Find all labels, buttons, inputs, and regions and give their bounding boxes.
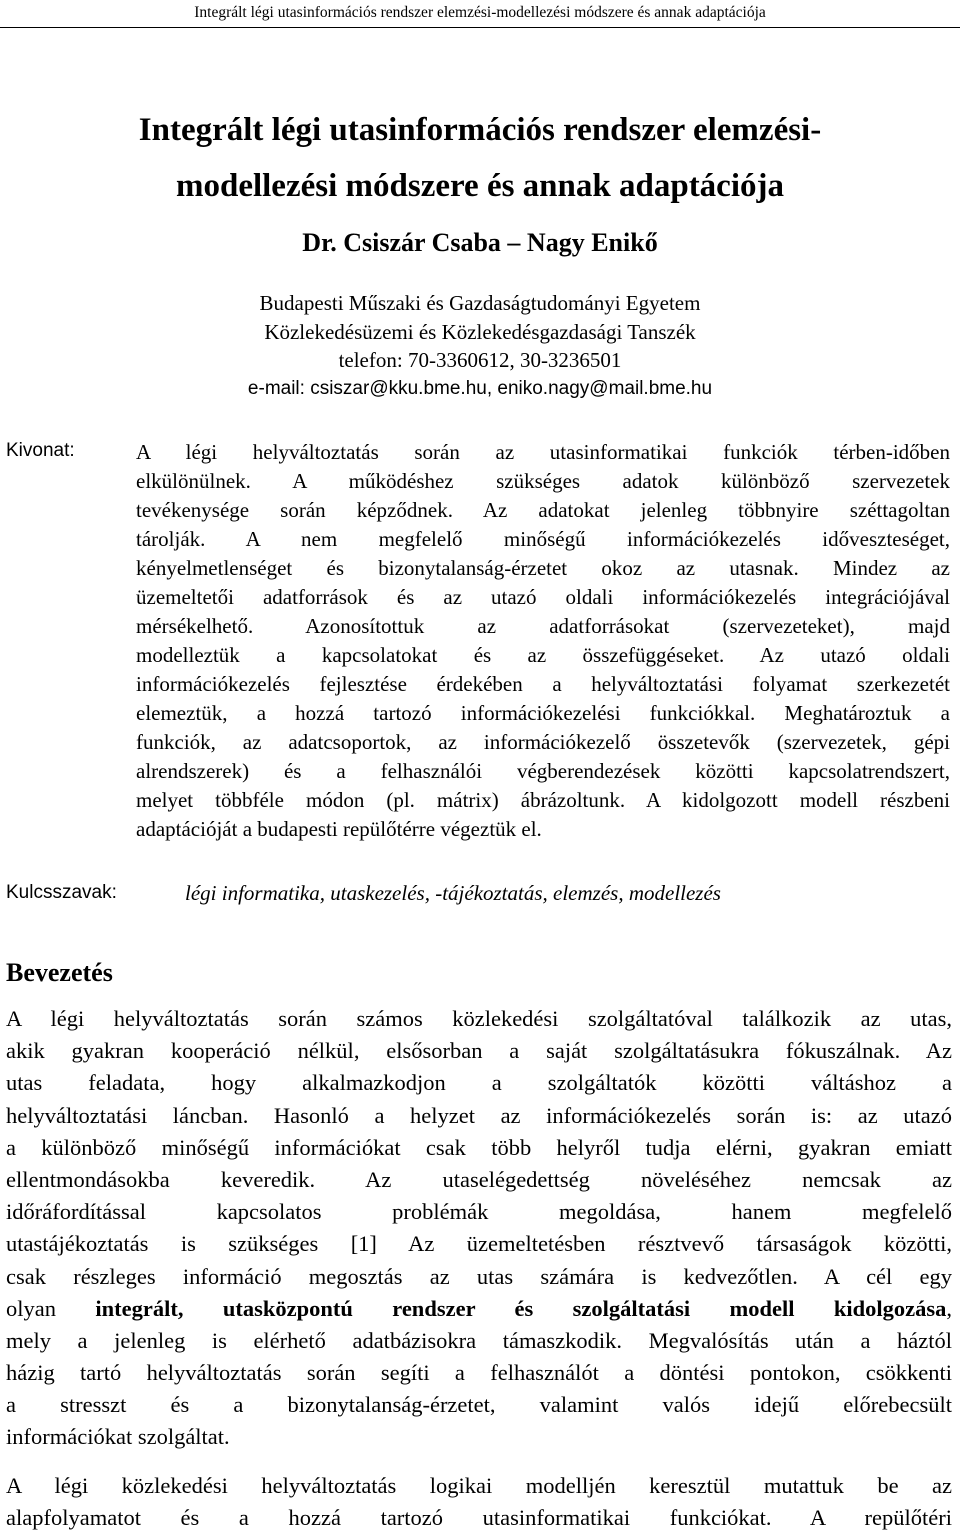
abstract-line: melyet többféle módon (pl. mátrix) ábrázoltunk. A kidolgozott modell részbeni xyxy=(136,788,950,812)
emphasis-post: , xyxy=(946,1295,952,1321)
abstract-line: funkciók, az adatcsoportok, az információkezelő összetevők (szervezetek, gépi xyxy=(136,730,950,754)
body-line: alapfolyamatot és a hozzá tartozó utasinformatikai funkciókat. A repülőtéri xyxy=(6,1505,952,1531)
abstract-line: modelleztük a kapcsolatokat és az összefüggéseket. Az utazó oldali xyxy=(136,643,950,667)
abstract-line: tárolják. A nem megfelelő minőségű információkezelés időveszteséget, xyxy=(136,527,950,551)
abstract-line: A légi helyváltoztatás során az utasinformatikai funkciók térben-időben xyxy=(136,440,950,464)
body-line: információkat szolgáltat. xyxy=(6,1424,230,1450)
affiliation-university: Budapesti Műszaki és Gazdaságtudományi Egyetem xyxy=(259,291,701,315)
authors: Dr. Csiszár Csaba – Nagy Enikő xyxy=(302,228,658,257)
keywords-text: légi informatika, utaskezelés, -tájékoztatás, elemzés, modellezés xyxy=(185,881,721,905)
emphasis-pre: olyan xyxy=(6,1295,96,1321)
title-line-1: Integrált légi utasinformációs rendszer elemzési- xyxy=(138,112,822,148)
body-line: A légi helyváltoztatás során számos közlekedési szolgáltatóval találkozik az utas, xyxy=(6,1006,952,1031)
body-line: helyváltoztatási láncban. Hasonló a helyzet az információkezelés során is: az utazó xyxy=(6,1102,952,1128)
body-line: időráfordítással kapcsolatos problémák megoldása, hanem megfelelő xyxy=(6,1199,952,1225)
affiliation-department: Közlekedésüzemi és Közlekedésgazdasági Tanszék xyxy=(264,319,696,344)
abstract-text xyxy=(136,438,950,844)
body-line: házig tartó helyváltoztatás során segíti a felhasználót a döntési pontokon, csökkenti xyxy=(6,1360,952,1386)
emphasis-bold: integrált, utasközpontú rendszer és szolgáltatási modell kidolgozása xyxy=(95,1295,947,1321)
intro-paragraph-1 xyxy=(6,1003,952,1454)
running-header: Integrált légi utasinformációs rendszer elemzési-modellezési módszere és annak adaptációja xyxy=(194,4,766,21)
paper-title xyxy=(0,102,960,214)
header-divider xyxy=(0,27,960,28)
abstract-line: kényelmetlenséget és bizonytalanság-érzetet okoz az utasnak. Mindez az xyxy=(136,556,950,580)
abstract-line: információkezelés fejlesztése érdekében a helyváltoztatási folyamat szerkezetét xyxy=(136,672,950,696)
body-line: a különböző minőségű információkat csak több helyről tudja elérni, gyakran emiatt xyxy=(6,1134,952,1160)
abstract-line: tevékenysége során képződnek. Az adatokat jelenleg többnyire széttagoltan xyxy=(136,498,950,522)
abstract-line: elkülönülnek. A működéshez szükséges adatok különböző szervezetek xyxy=(136,469,950,493)
keywords-label: Kulcsszavak: xyxy=(6,882,117,903)
affiliation xyxy=(0,289,960,403)
intro-paragraph-2 xyxy=(6,1470,952,1534)
body-line: mely a jelenleg is elérhető adatbázisokra támaszkodik. Megvalósítás után a háztól xyxy=(6,1327,952,1353)
abstract-line: mérsékelhető. Azonosítottuk az adatforrásokat (szervezeteket), majd xyxy=(136,614,950,638)
body-line: akik gyakran kooperáció nélkül, elsősorban a saját szolgáltatásukra fókuszálnak. Az xyxy=(6,1038,952,1064)
body-line: A légi közlekedési helyváltoztatás logikai modelljén keresztül mutattuk be az xyxy=(6,1473,952,1498)
body-line: utas feladata, hogy alkalmazkodjon a szolgáltatók közötti váltáshoz a xyxy=(6,1070,952,1096)
body-line: a stresszt és a bizonytalanság-érzetet, valamint valós idejű előrebecsült xyxy=(6,1392,952,1418)
abstract-line: üzemeltetői adatforrások és az utazó oldali információkezelés integrációjával xyxy=(136,585,950,609)
affiliation-phone: telefon: 70-3360612, 30-3236501 xyxy=(338,348,622,372)
abstract-line: alrendszerek) és a felhasználói végberendezések közötti kapcsolatrendszert, xyxy=(136,759,950,783)
abstract-line: elemeztük, a hozzá tartozó információkezelési funkciókkal. Meghatároztuk a xyxy=(136,701,950,725)
abstract-label: Kivonat: xyxy=(6,440,75,461)
body-line: utastájékoztatás is szükséges [1] Az üzemeltetésben résztvevő társaságok közötti, xyxy=(6,1231,952,1257)
body-line: csak részleges információ megosztás az utas számára is kedvezőtlen. A cél egy xyxy=(6,1263,952,1289)
abstract-line: adaptációját a budapesti repülőtérre végeztük el. xyxy=(136,817,542,841)
body-line-emphasis xyxy=(6,1293,952,1325)
affiliation-email: e-mail: csiszar@kku.bme.hu, eniko.nagy@mail.bme.hu xyxy=(247,377,713,399)
section-heading: Bevezetés xyxy=(6,958,113,987)
title-line-2: modellezési módszere és annak adaptációja xyxy=(175,168,784,204)
body-line: ellentmondásokba keveredik. Az utaselégedettség növeléséhez nemcsak az xyxy=(6,1166,952,1192)
